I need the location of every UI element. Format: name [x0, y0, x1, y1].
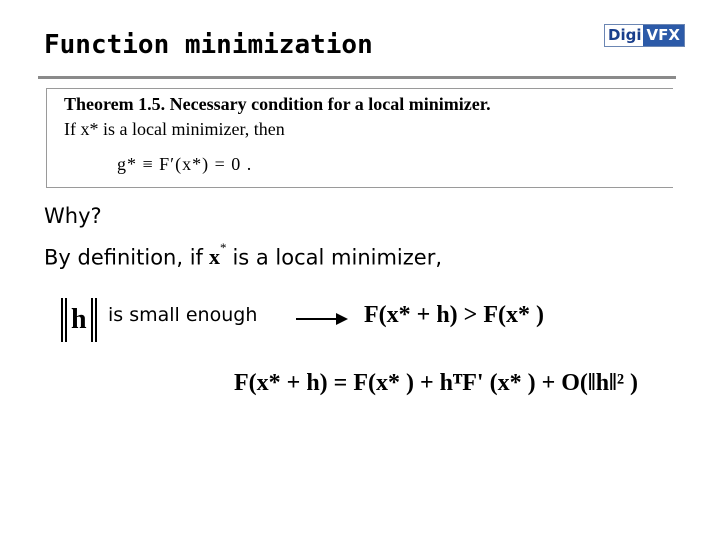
definition-suffix: is a local minimizer,: [232, 245, 443, 270]
norm-h: h: [60, 298, 98, 342]
logo-part-vfx: VFX: [643, 25, 683, 46]
small-enough-text: is small enough: [108, 304, 258, 326]
implies-arrow: [296, 318, 338, 320]
digivfx-logo: [604, 24, 685, 47]
page-title: Function minimization: [44, 30, 373, 60]
theorem-statement: If x* is a local minimizer, then: [64, 119, 285, 139]
theorem-equation: g* ≡ F′(x*) = 0 .: [117, 154, 253, 174]
taylor-expansion: F(x* + h) = F(x* ) + hᵀF' (x* ) + O(‖h‖² ): [234, 370, 639, 396]
definition-line: [44, 240, 443, 270]
why-question: Why?: [44, 204, 102, 228]
theorem-heading: Theorem 1.5. Necessary condition for a local minimizer.: [64, 94, 491, 114]
title-underline: [38, 76, 676, 79]
logo-part-digi: Digi: [605, 25, 643, 46]
math-x-star: x*: [208, 240, 227, 270]
inequality-equation: F(x* + h) > F(x* ): [364, 302, 544, 328]
implies-arrowhead: [336, 313, 348, 325]
definition-prefix: By definition, if: [44, 245, 203, 270]
theorem-box: [46, 88, 673, 188]
